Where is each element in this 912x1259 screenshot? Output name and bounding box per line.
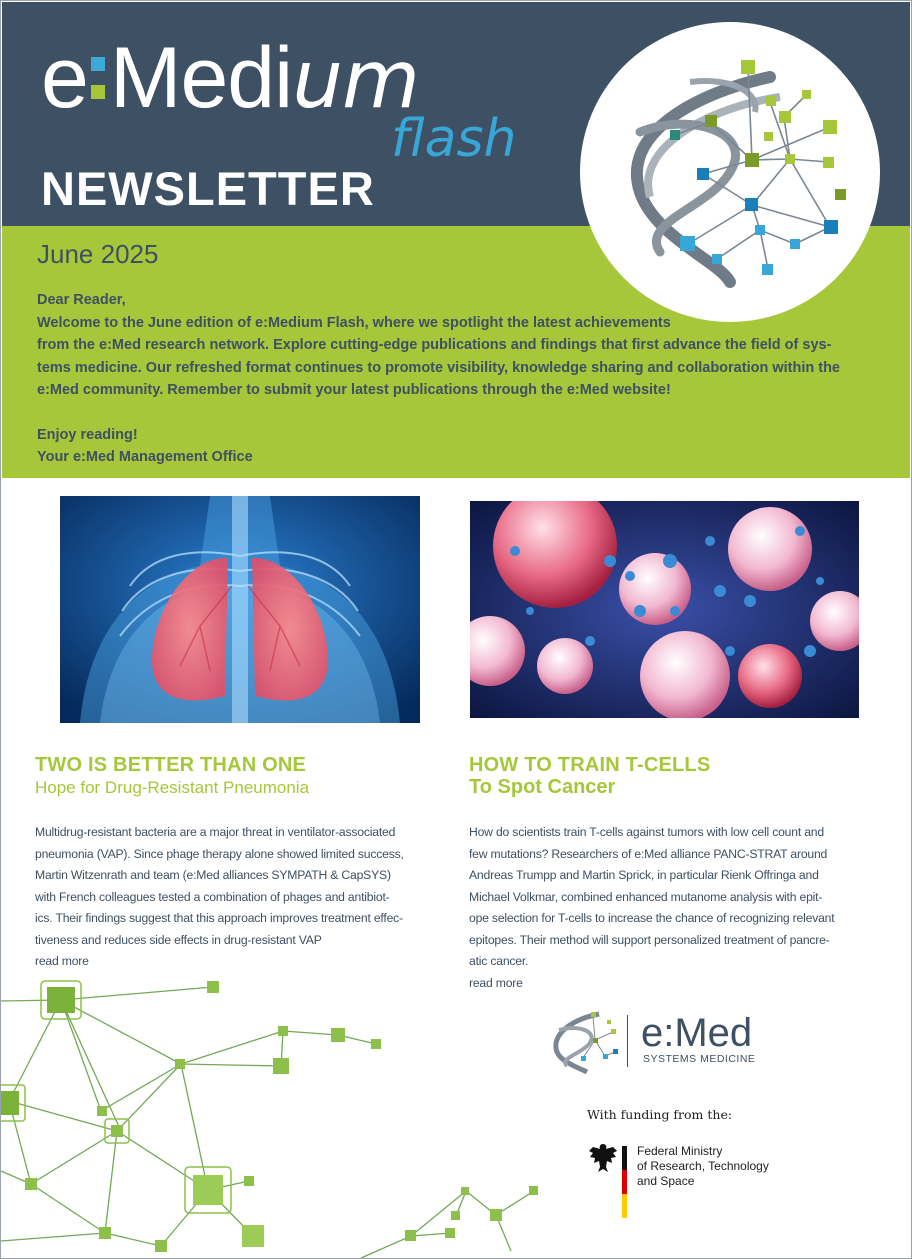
article-1-read-more-link[interactable]: read more [35,954,89,968]
article-1-subtitle: Hope for Drug-Resistant Pneumonia [35,778,310,797]
intro-line: e:Med community. Remember to submit your latest publications through the e:Med website! [37,382,671,398]
logo-newsletter: NEWSLETTER [41,162,375,215]
ministry-line: of Research, Technology [637,1159,769,1173]
article-2-subtitle: To Spot Cancer [469,776,616,798]
article-2-title: HOW TO TRAIN T-CELLS [469,754,711,776]
ministry-line: Federal Ministry [637,1144,723,1158]
article-2-read-more-link[interactable]: read more [469,975,523,990]
issue-date: June 2025 [37,239,159,269]
logo-divider [627,1015,628,1067]
article-2-line: epitopes. Their method will support personalized treatment of pancre- [469,932,830,947]
intro-line: tems medicine. Our refreshed format continues to promote visibility, knowledge sharing and collaboration within the [37,359,840,376]
article-1-line: Martin Witzenrath and team (e:Med alliances SYMPATH & CapSYS) [35,868,391,882]
emed-wordmark: e:Med [641,1011,753,1055]
intro-line: Welcome to the June edition of e:Medium Flash, where we spotlight the latest achievements [37,314,671,331]
ministry-line: and Space [637,1174,695,1188]
intro-text [37,289,867,469]
german-flag-stripe [622,1146,627,1218]
emed-tagline: SYSTEMS MEDICINE [643,1053,756,1065]
intro-closing: Enjoy reading! [37,426,138,443]
article-2-line: atic cancer. [469,954,529,968]
article-1-line: pneumonia (VAP). Since phage therapy alone showed limited success, [35,846,404,861]
intro-line: from the e:Med research network. Explore cutting-edge publications and findings that first advance the field of sys- [37,337,832,353]
article-2-line: Michael Volkmar, combined enhanced mutanome analysis with epit- [469,889,823,904]
intro-greeting: Dear Reader, [37,292,126,308]
emedium-logo: e Medium [41,30,419,126]
article-1-line: ics. Their findings suggest that this approach improves treatment effec- [35,911,403,925]
article-2-line: How do scientists train T-cells against tumors with low cell count and [469,825,824,839]
article-1-line: tiveness and reduces side effects in drug-resistant VAP [35,932,322,947]
decorative-network-graphic [1,971,561,1258]
dna-network-emblem [580,22,880,322]
article-2-line: few mutations? Researchers of e:Med alliance PANC-STRAT around [469,846,828,861]
article-2-line: Andreas Trumpp and Martin Sprick, in particular Rienk Offringa and [469,868,819,882]
emed-helix-icon [549,1006,627,1076]
logo-colon-icon [88,47,110,107]
dna-helix-icon [580,22,880,322]
ministry-name [637,1144,769,1189]
intro-signature: Your e:Med Management Office [37,449,253,465]
lungs-image [60,496,420,723]
article-1-body [35,822,435,973]
article-2-body [469,822,869,994]
logo-flash: flash [391,109,517,169]
article-2-line: ope selection for T-cells to increase the chance of recognizing relevant [469,911,835,925]
article-1-line: with French colleagues tested a combination of phages and antibiot- [35,889,390,904]
federal-eagle-icon [587,1141,619,1175]
cancer-cells-image [470,501,859,718]
article-1-line: Multidrug-resistant bacteria are a major threat in ventilator-associated [35,825,396,839]
funding-label: With funding from the: [587,1107,733,1122]
article-1-title: TWO IS BETTER THAN ONE [35,754,307,776]
